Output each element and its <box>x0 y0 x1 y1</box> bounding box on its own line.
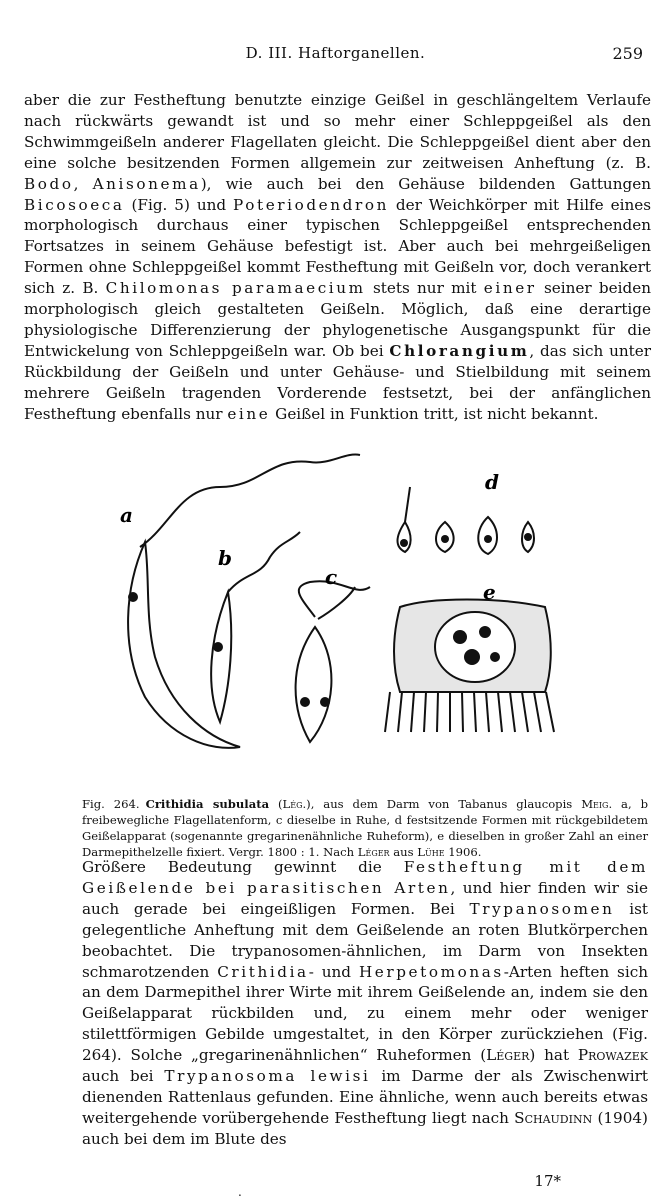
genus-bicosoeca: Bicosoeca <box>24 195 125 214</box>
genus-trypanosomen: Trypanosomen <box>469 899 615 918</box>
caption-fig-number: Fig. 264. <box>82 797 140 811</box>
organism-c-nucleus-2 <box>320 697 330 707</box>
species-trypanosoma-lewisi: Trypanosoma lewisi <box>164 1067 371 1086</box>
organism-b-flagellum <box>228 532 300 592</box>
chromatin-3 <box>464 649 480 665</box>
genus-chlorangium: Chlorangium <box>389 341 530 360</box>
footer-dot: . <box>238 1185 242 1199</box>
organism-a-flagellum <box>140 455 360 547</box>
paragraph-top: aber die zur Festheftung benutzte einzige Geißel in geschlängeltem Verlaufe nach rückwärts gewandt ist und so mehr einer Schleppgeißel als den Schwimmgeißeln anderer Flagellaten gleicht. Die Schleppgeißel dient aber den eine solche besitzenden Formen allgemein zur zeitweisen Anheftung (z. B. Bodo, Anisonema), wie auch bei den Gehäuse bildenden Gattungen Bicosoeca (Fig. 5) und Poteriodendron der Weichkörper mit Hilfe eines morphologisch durchaus einer typischen Schleppgeißel entsprechenden Fortsatzes in seinem Gehäuse befestigt ist. Aber auch bei mehrgeißeligen Formen ohne Schleppgeißel kommt Festheftung mit Geißeln vor, doch verankert sich z. B. Chilomonas paramaecium stets nur mit einer seiner beiden morphologisch gleich gestalteten Geißeln. Möglich, daß eine derartige physiologische Differenzierung der phylogenetische Ausgangspunkt für die Entwickelung von Schleppgeißeln war. Ob bei Chlorangium, das sich unter Rückbildung der Geißeln und unter Gehäuse- und Stielbildung mit seinem mehrere Geißeln tragenden Vorderende festsetzt, bei der anfänglichen Festheftung ebenfalls nur eine Geißel in Funktion tritt, ist nicht bekannt. <box>24 91 652 423</box>
emphasis-festheftung: Festheftung mit dem Geißelende bei parasitischen Arten <box>82 858 648 897</box>
label-b: b <box>218 546 232 570</box>
species-chilomonas: Chilomonas paramaecium <box>105 279 366 298</box>
organism-b-nucleus <box>213 642 223 652</box>
caption-species: Crithidia subulata <box>145 797 270 811</box>
organism-c-flagellum-2 <box>318 587 355 619</box>
genus-anisonema: Anisonema <box>92 174 201 193</box>
emphasis-einer: einer <box>483 279 537 298</box>
label-e: e <box>483 580 496 604</box>
organism-c-body <box>296 627 332 742</box>
genus-herpetomonas: Herpetomonas <box>358 962 504 981</box>
organism-a-nucleus <box>128 592 138 602</box>
genus-crithidia: Crithidia <box>217 962 309 981</box>
chromatin-2 <box>479 626 491 638</box>
organism-d1-stalk <box>405 487 410 522</box>
figure-drawing <box>100 447 660 787</box>
organism-d1-nucleus <box>400 539 408 547</box>
chromatin-1 <box>453 630 467 644</box>
figure-caption: Fig. 264. Crithidia subulata (Lég.), aus dem Darm von Tabanus glaucopis Meig. a, b freibewegliche Flagellatenform, c dieselbe in Ruhe, d festsitzende Formen mit rückgebildetem Geißelapparat (sogenannte gregarinenähnliche Ruheform), e dieselben in großer Zahl an einer Darmepithelzelle fixiert. Vergr. 1800 : 1. Nach Léger aus Lühe 1906. <box>82 797 648 859</box>
label-d: d <box>485 470 499 494</box>
genus-bodo: Bodo <box>24 174 74 193</box>
attached-forms-row <box>385 692 554 732</box>
page-header <box>0 44 671 68</box>
running-head: D. III. Haftorganellen. <box>245 44 426 62</box>
organism-c-nucleus-1 <box>300 697 310 707</box>
printer-signature: 17* <box>534 1172 561 1190</box>
emphasis-eine: eine <box>227 404 271 423</box>
figure-264 <box>100 447 660 787</box>
organism-d1 <box>398 522 411 552</box>
chromatin-4 <box>490 652 500 662</box>
organism-d3-nucleus <box>484 535 492 543</box>
paragraph-bottom: Größere Bedeutung gewinnt die Festheftung mit dem Geißelende bei parasitischen Arten, und hier finden wir sie auch gerade bei eingeißligen Formen. Bei Trypanosomen ist gelegentliche Anheftung mit dem Geißelende an roten Blutkörperchen beobachtet. Die trypanosomen-ähnlichen, im Darm von Insekten schmarotzenden Crithidia- und Herpetomonas-Arten heften sich an dem Darmepithel ihrer Wirte mit ihrem Geißelende an, indem sie den Geißelapparat rückbilden und, zu einem mehr oder weniger stilettförmigen Gebilde umgestaltet, in den Körper zurückziehen (Fig. 264). Solche „gregarinenähnlichen“ Ruheformen (Léger) hat Prowazek auch bei Trypanosoma lewisi im Darme der als Zwischenwirt dienenden Rattenlaus gefunden. Eine ähnliche, wenn auch bereits etwas weitergehende vorübergehende Festheftung liegt nach Schaudinn (1904) auch bei dem im Blute des <box>82 858 649 1148</box>
organism-d2-nucleus <box>441 535 449 543</box>
organism-d4-nucleus <box>524 533 532 541</box>
cell-nucleus <box>435 612 515 682</box>
genus-poteriodendron: Poteriodendron <box>233 195 389 214</box>
label-a: a <box>120 503 133 527</box>
page-number: 259 <box>612 44 643 63</box>
label-c: c <box>325 565 338 589</box>
organism-b-body <box>211 592 231 722</box>
